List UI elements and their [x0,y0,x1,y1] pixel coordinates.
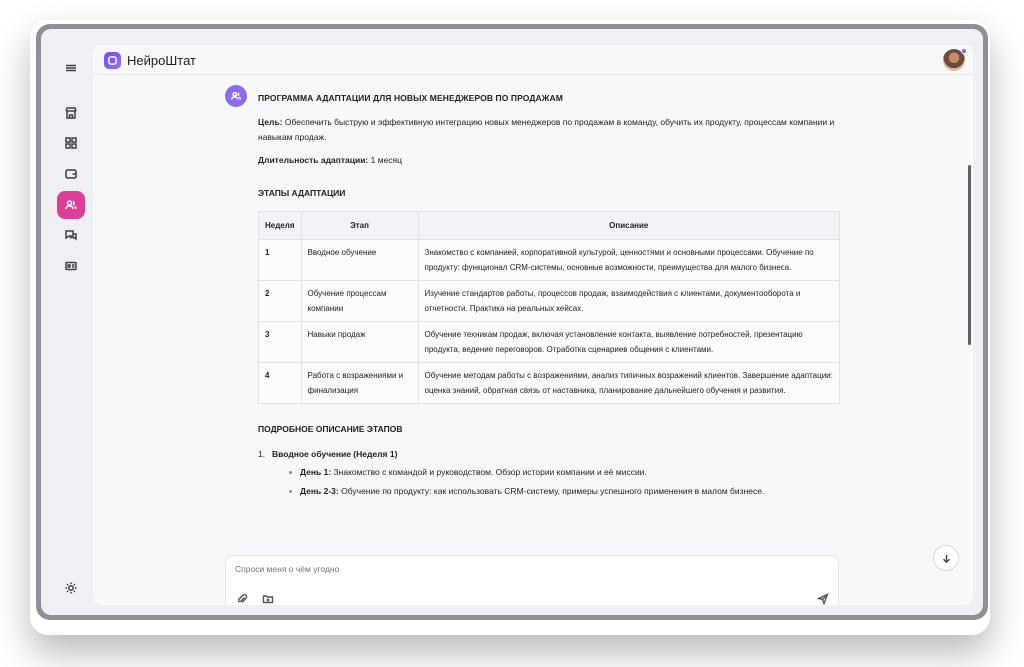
stages-heading: ЭТАПЫ АДАПТАЦИИ [258,188,346,198]
table-row [259,240,840,281]
users-icon [64,198,78,212]
folder-icon [262,593,274,605]
list-number: 1. [258,449,266,459]
table-header-cell: Этап [301,212,418,240]
logo-icon [107,55,118,66]
description-cell: Изучение стандартов работы, процессов продаж, взаимодействия с клиентами, документооборота и отчетности. Практика на реальных кейсах. [418,281,839,322]
message-composer [225,555,839,605]
duration-label: Длительность адаптации: [258,155,369,165]
app-window [41,29,983,615]
stage-cell: Навыки продаж [301,322,418,363]
sidebar-item-chat[interactable] [56,222,86,248]
top-bar [93,45,973,75]
day-label: День 1: [300,467,332,477]
goal-text: Обеспечить быструю и эффективную интеграцию новых менеджеров по продажам в команду, обучить их продукту, процессам компании и навыкам продаж. [258,117,835,142]
chat-area[interactable] [93,75,973,605]
sidebar-item-id-card[interactable] [56,253,86,279]
sidebar-rail [41,29,93,615]
folder-button[interactable] [261,592,275,605]
dashboard-icon [64,136,78,150]
scroll-down-button[interactable] [933,545,959,571]
assistant-message [258,91,858,521]
details-heading: ПОДРОБНОЕ ОПИСАНИЕ ЭТАПОВ [258,424,403,434]
step-title: Вводное обучение (Неделя 1) [272,449,398,459]
paperclip-icon [236,593,248,605]
sidebar-item-users[interactable] [57,191,85,219]
table-row [259,322,840,363]
week-cell: 2 [259,281,302,322]
device-frame [36,24,988,620]
sidebar-item-dashboard[interactable] [56,130,86,156]
attach-button[interactable] [235,592,249,605]
assistant-avatar [225,85,247,107]
message-title: ПРОГРАММА АДАПТАЦИИ ДЛЯ НОВЫХ МЕНЕДЖЕРОВ ПО ПРОДАЖАМ [258,93,563,103]
table-header-cell: Неделя [259,212,302,240]
duration-text: 1 месяц [368,155,403,165]
week-cell: 4 [259,363,302,404]
day-text: Обучение по продукту: как использовать CRM-систему, примеры успешного применения в малом бизнесе. [338,486,765,496]
notification-dot [961,48,967,54]
list-item [286,465,858,480]
description-cell: Знакомство с компанией, корпоративной культурой, ценностями и основными процессами. Обучение по продукту: функционал CRM-системы, основные возможности, преимущества для малого бизнеса. [418,240,839,281]
goal-paragraph [258,115,858,145]
goal-label: Цель: [258,117,283,127]
step-sublist [286,465,858,499]
stage-cell: Обучение процессам компании [301,281,418,322]
menu-icon [64,61,78,75]
table-header-row [259,212,840,240]
send-button[interactable] [816,592,830,605]
scrollbar-thumb[interactable] [968,165,971,345]
list-item [258,447,858,499]
message-input[interactable] [235,564,795,574]
send-icon [817,593,829,605]
menu-button[interactable] [56,55,86,81]
sidebar-item-wallet[interactable] [56,161,86,187]
table-row [259,281,840,322]
theme-toggle[interactable] [56,575,86,601]
main-panel [93,45,973,605]
users-icon [230,90,242,102]
arrow-down-icon [941,553,952,564]
stage-cell: Работа с возражениями и финализация [301,363,418,404]
details-list [258,447,858,499]
day-label: День 2-3: [300,486,339,496]
table-header-cell: Описание [418,212,839,240]
week-cell: 1 [259,240,302,281]
sun-icon [64,581,78,595]
app-name: НейроШтат [127,53,196,68]
id-card-icon [64,259,78,273]
sidebar-item-store[interactable] [56,100,86,126]
app-logo [104,52,121,69]
week-cell: 3 [259,322,302,363]
description-cell: Обучение методам работы с возражениями, анализ типичных возражений клиентов. Завершение адаптации: оценка знаний, обратная связь от наставника, планирование дальнейшего обучения и развития. [418,363,839,404]
chat-icon [64,228,78,242]
table-row [259,363,840,404]
stage-cell: Вводное обучение [301,240,418,281]
day-text: Знакомство с командой и руководством. Обзор истории компании и её миссии. [331,467,647,477]
store-icon [64,106,78,120]
wallet-icon [64,167,78,181]
duration-paragraph [258,153,858,168]
stages-table [258,211,840,404]
list-item [286,484,858,499]
description-cell: Обучение техникам продаж, включая установление контакта, выявление потребностей, презентацию продукта, ведение переговоров. Отработка сценариев общения с клиентами. [418,322,839,363]
